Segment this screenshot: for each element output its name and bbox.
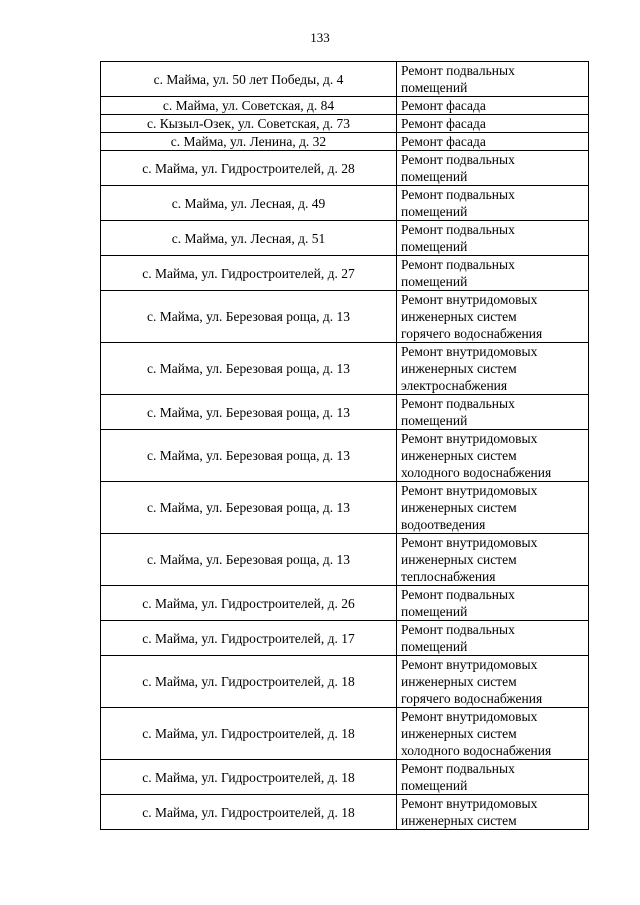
address-cell: с. Майма, ул. 50 лет Победы, д. 4 [101, 62, 397, 97]
work-type-cell: Ремонт подвальных помещений [397, 186, 589, 221]
table-row [101, 291, 589, 343]
work-type-cell: Ремонт подвальных помещений [397, 760, 589, 795]
table-row [101, 395, 589, 430]
address-cell: с. Майма, ул. Гидростроителей, д. 28 [101, 151, 397, 186]
work-type-cell: Ремонт подвальных помещений [397, 395, 589, 430]
table-row [101, 133, 589, 151]
work-type-cell: Ремонт подвальных помещений [397, 256, 589, 291]
table-row [101, 62, 589, 97]
address-cell: с. Майма, ул. Ленина, д. 32 [101, 133, 397, 151]
table-row [101, 115, 589, 133]
work-type-cell: Ремонт подвальных помещений [397, 62, 589, 97]
work-type-cell: Ремонт внутридомовых инженерных систем холодного водоснабжения [397, 430, 589, 482]
address-cell: с. Майма, ул. Гидростроителей, д. 18 [101, 760, 397, 795]
address-cell: с. Майма, ул. Березовая роща, д. 13 [101, 430, 397, 482]
address-cell: с. Майма, ул. Гидростроителей, д. 26 [101, 586, 397, 621]
work-type-cell: Ремонт фасада [397, 133, 589, 151]
table-row [101, 97, 589, 115]
work-type-cell: Ремонт внутридомовых инженерных систем теплоснабжения [397, 534, 589, 586]
work-type-cell: Ремонт подвальных помещений [397, 221, 589, 256]
work-type-cell: Ремонт внутридомовых инженерных систем водоотведения [397, 482, 589, 534]
address-cell: с. Майма, ул. Советская, д. 84 [101, 97, 397, 115]
address-cell: с. Майма, ул. Гидростроителей, д. 27 [101, 256, 397, 291]
work-type-cell: Ремонт фасада [397, 115, 589, 133]
table-row [101, 430, 589, 482]
table-row [101, 221, 589, 256]
work-type-cell: Ремонт подвальных помещений [397, 621, 589, 656]
address-cell: с. Майма, ул. Березовая роща, д. 13 [101, 534, 397, 586]
table-row [101, 534, 589, 586]
table-row [101, 186, 589, 221]
table-row [101, 708, 589, 760]
address-cell: с. Майма, ул. Березовая роща, д. 13 [101, 343, 397, 395]
address-cell: с. Майма, ул. Гидростроителей, д. 18 [101, 708, 397, 760]
table-body [101, 62, 589, 830]
work-type-cell: Ремонт подвальных помещений [397, 586, 589, 621]
work-type-cell: Ремонт фасада [397, 97, 589, 115]
work-type-cell: Ремонт внутридомовых инженерных систем холодного водоснабжения [397, 708, 589, 760]
table-row [101, 760, 589, 795]
work-type-cell: Ремонт внутридомовых инженерных систем горячего водоснабжения [397, 656, 589, 708]
table-row [101, 343, 589, 395]
address-cell: с. Майма, ул. Гидростроителей, д. 18 [101, 656, 397, 708]
work-type-cell: Ремонт внутридомовых инженерных систем электроснабжения [397, 343, 589, 395]
table-row [101, 256, 589, 291]
address-cell: с. Майма, ул. Гидростроителей, д. 17 [101, 621, 397, 656]
address-cell: с. Майма, ул. Березовая роща, д. 13 [101, 291, 397, 343]
work-type-cell: Ремонт внутридомовых инженерных систем горячего водоснабжения [397, 291, 589, 343]
repair-table [100, 61, 589, 830]
work-type-cell: Ремонт подвальных помещений [397, 151, 589, 186]
work-type-cell: Ремонт внутридомовых инженерных систем [397, 795, 589, 830]
address-cell: с. Майма, ул. Гидростроителей, д. 18 [101, 795, 397, 830]
address-cell: с. Кызыл-Озек, ул. Советская, д. 73 [101, 115, 397, 133]
address-cell: с. Майма, ул. Березовая роща, д. 13 [101, 395, 397, 430]
page-number: 133 [310, 30, 330, 45]
address-cell: с. Майма, ул. Лесная, д. 51 [101, 221, 397, 256]
table-row [101, 151, 589, 186]
table-row [101, 621, 589, 656]
table-row [101, 656, 589, 708]
address-cell: с. Майма, ул. Лесная, д. 49 [101, 186, 397, 221]
table-row [101, 795, 589, 830]
address-cell: с. Майма, ул. Березовая роща, д. 13 [101, 482, 397, 534]
table-row [101, 482, 589, 534]
table-row [101, 586, 589, 621]
